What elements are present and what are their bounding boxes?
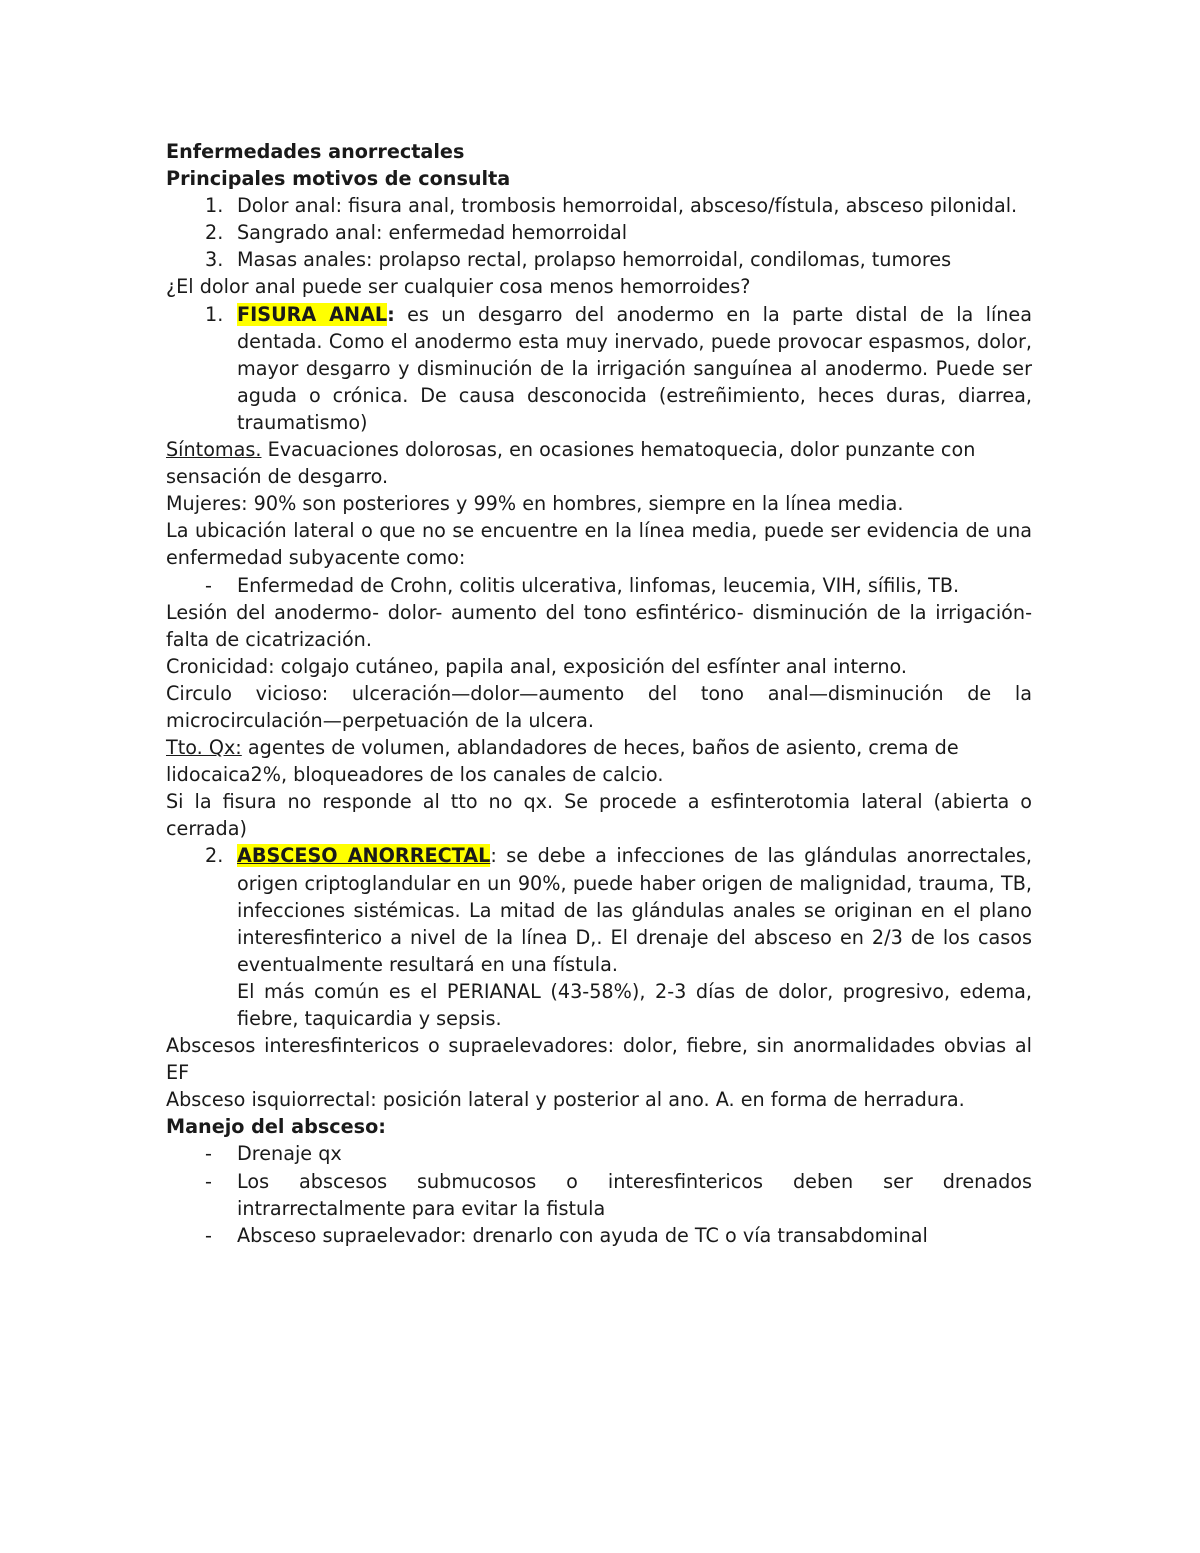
list-text: Los abscesos submucosos o interesfintericos deben ser drenados intrarrectalmente para evitar la fistula bbox=[237, 1169, 1032, 1220]
paragraph: Lesión del anodermo- dolor- aumento del tono esfintérico- disminución de la irrigación- falta de cicatrización. bbox=[166, 600, 1032, 651]
dash-list-item bbox=[166, 572, 1032, 599]
paragraph-text: Evacuaciones dolorosas, en ocasiones hematoquecia, dolor punzante con sensación de desgarro. bbox=[166, 438, 976, 489]
highlighted-term: ABSCESO ANORRECTAL bbox=[237, 844, 491, 868]
underlined-label: Tto. Qx: bbox=[166, 736, 242, 760]
section-heading: Principales motivos de consulta bbox=[166, 167, 511, 191]
paragraph: Circulo vicioso: ulceración—dolor—aumento del tono anal—disminución de la microcirculación—perpetuación de la ulcera. bbox=[166, 681, 1032, 732]
term-colon: : bbox=[387, 302, 395, 326]
dash-marker: - bbox=[205, 1142, 212, 1166]
paragraph: La ubicación lateral o que no se encuentre en la línea media, puede ser evidencia de una enfermedad subyacente como: bbox=[166, 519, 1032, 570]
underlined-label: Síntomas. bbox=[166, 438, 262, 462]
list-number: 2. bbox=[205, 844, 224, 868]
list-item bbox=[166, 192, 1032, 219]
list-text: Drenaje qx bbox=[237, 1142, 342, 1166]
list-text: Dolor anal: fisura anal, trombosis hemorroidal, absceso/fístula, absceso pilonidal. bbox=[237, 194, 1018, 218]
question-paragraph: ¿El dolor anal puede ser cualquier cosa menos hemorroides? bbox=[166, 275, 751, 299]
list-number: 1. bbox=[205, 302, 224, 326]
paragraph: Abscesos interesfintericos o supraelevadores: dolor, fiebre, sin anormalidades obvias al EF bbox=[166, 1034, 1032, 1085]
list-text: : se debe a infecciones de las glándulas anorrectales, origen criptoglandular en un 90%, puede haber origen de malignidad, trauma, TB, infecciones sistémicas. La mitad de las glándulas anales se originan en el plano interesfinterico a nivel de la línea D,. El drenaje del absceso en 2/3 de los casos eventualmente resultará en una fístula. bbox=[237, 844, 1032, 976]
paragraph: Mujeres: 90% son posteriores y 99% en hombres, siempre en la línea media. bbox=[166, 492, 904, 516]
list-item-absceso bbox=[166, 842, 1032, 977]
list-text: Sangrado anal: enfermedad hemorroidal bbox=[237, 221, 628, 245]
list-number: 2. bbox=[205, 221, 224, 245]
paragraph: Si la fisura no responde al tto no qx. Se procede a esfinterotomia lateral (abierta o cerrada) bbox=[166, 790, 1032, 841]
list-item bbox=[166, 219, 1032, 246]
list-item-fisura bbox=[166, 301, 1032, 436]
list-number: 1. bbox=[205, 194, 224, 218]
dash-list-item bbox=[166, 1168, 1032, 1222]
list-item bbox=[166, 246, 1032, 273]
list-text: Masas anales: prolapso rectal, prolapso hemorroidal, condilomas, tumores bbox=[237, 248, 952, 272]
document-title: Enfermedades anorrectales bbox=[166, 140, 465, 163]
dash-list-item bbox=[166, 1140, 1032, 1167]
dash-marker: - bbox=[205, 1223, 212, 1247]
paragraph: El más común es el PERIANAL (43-58%), 2-3 días de dolor, progresivo, edema, fiebre, taquicardia y sepsis. bbox=[237, 979, 1032, 1030]
document-page bbox=[166, 138, 1032, 1249]
paragraph: Cronicidad: colgajo cutáneo, papila anal, exposición del esfínter anal interno. bbox=[166, 654, 907, 678]
paragraph-text: agentes de volumen, ablandadores de heces, baños de asiento, crema de lidocaica2%, bloqueadores de los canales de calcio. bbox=[166, 736, 959, 787]
dash-marker: - bbox=[205, 573, 212, 597]
list-text: Enfermedad de Crohn, colitis ulcerativa, linfomas, leucemia, VIH, sífilis, TB. bbox=[237, 573, 960, 597]
dash-list-item bbox=[166, 1222, 1032, 1249]
highlighted-term: FISURA ANAL bbox=[237, 302, 388, 326]
dash-marker: - bbox=[205, 1169, 212, 1193]
list-number: 3. bbox=[205, 248, 224, 272]
list-text: Absceso supraelevador: drenarlo con ayuda de TC o vía transabdominal bbox=[237, 1223, 928, 1247]
paragraph: Absceso isquiorrectal: posición lateral y posterior al ano. A. en forma de herradura. bbox=[166, 1088, 965, 1112]
list-text: es un desgarro del anodermo en la parte distal de la línea dentada. Como el anodermo esta muy inervado, puede provocar espasmos, dolor, mayor desgarro y disminución de la irrigación sanguínea al anodermo. Puede ser aguda o crónica. De causa desconocida (estreñimiento, heces duras, diarrea, traumatismo) bbox=[237, 302, 1032, 434]
section-heading: Manejo del absceso: bbox=[166, 1115, 386, 1139]
